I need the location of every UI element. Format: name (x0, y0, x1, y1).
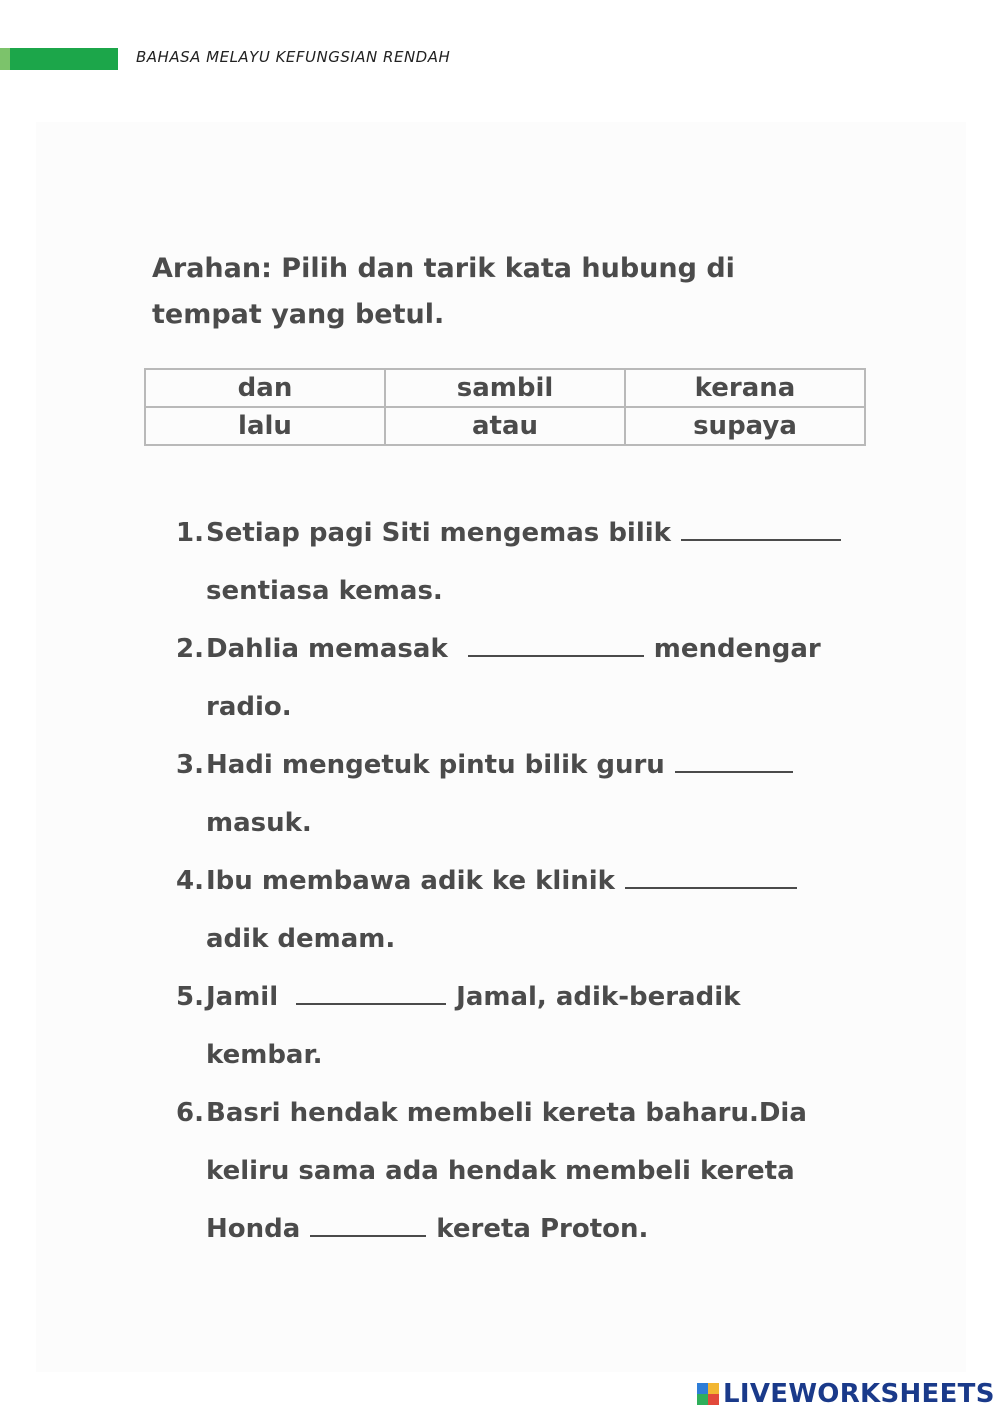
question-text: Setiap pagi Siti mengemas bilik (206, 518, 671, 548)
question-number: 4. (176, 866, 204, 896)
question-text: Dahlia memasak (206, 634, 448, 664)
word-option[interactable]: lalu (145, 407, 385, 445)
liveworksheets-logo-icon (697, 1383, 719, 1405)
question-number: 2. (176, 634, 204, 664)
answer-blank[interactable] (310, 1213, 426, 1237)
question-continuation: sentiasa kemas. (206, 576, 443, 606)
question-continuation: masuk. (206, 808, 312, 838)
question-text: Basri hendak membeli kereta baharu.Dia (206, 1098, 807, 1128)
question-continuation: keliru sama ada hendak membeli kereta (206, 1156, 795, 1186)
answer-blank[interactable] (675, 749, 793, 773)
question-number: 6. (176, 1098, 204, 1128)
question-number: 3. (176, 750, 204, 780)
question-continuation: radio. (206, 692, 292, 722)
question-item (176, 968, 876, 1084)
instruction-text: Arahan: Pilih dan tarik kata hubung di tempat yang betul. (152, 253, 735, 330)
question-item (176, 852, 876, 968)
word-option[interactable]: supaya (625, 407, 865, 445)
logo-text: LIVEWORKSHEETS (723, 1379, 995, 1409)
question-continuation: adik demam. (206, 924, 396, 954)
question-item (176, 1084, 876, 1258)
question-text-after: Jamal, adik-beradik (456, 982, 741, 1012)
header-accent-bar (0, 48, 118, 70)
answer-blank[interactable] (296, 981, 446, 1005)
question-continuation: kembar. (206, 1040, 323, 1070)
question-text-after: kereta Proton. (436, 1214, 649, 1244)
answer-blank[interactable] (681, 517, 841, 541)
question-item (176, 736, 876, 852)
word-option[interactable]: kerana (625, 369, 865, 407)
answer-blank[interactable] (625, 865, 797, 889)
question-text: Honda (206, 1214, 301, 1244)
word-bank-table (144, 368, 866, 446)
question-item (176, 504, 876, 620)
question-number: 5. (176, 982, 204, 1012)
question-text-after: mendengar (653, 634, 821, 664)
question-text: Ibu membawa adik ke klinik (206, 866, 615, 896)
question-list (176, 504, 876, 1258)
word-bank-row (145, 407, 865, 445)
word-option[interactable]: atau (385, 407, 625, 445)
question-text: Jamil (206, 982, 279, 1012)
word-option[interactable]: sambil (385, 369, 625, 407)
question-number: 1. (176, 518, 204, 548)
word-option[interactable]: dan (145, 369, 385, 407)
liveworksheets-logo[interactable] (697, 1378, 995, 1410)
question-item (176, 620, 876, 736)
word-bank-row (145, 369, 865, 407)
worksheet-header-title: BAHASA MELAYU KEFUNGSIAN RENDAH (136, 48, 451, 66)
question-text: Hadi mengetuk pintu bilik guru (206, 750, 665, 780)
answer-blank[interactable] (468, 633, 644, 657)
